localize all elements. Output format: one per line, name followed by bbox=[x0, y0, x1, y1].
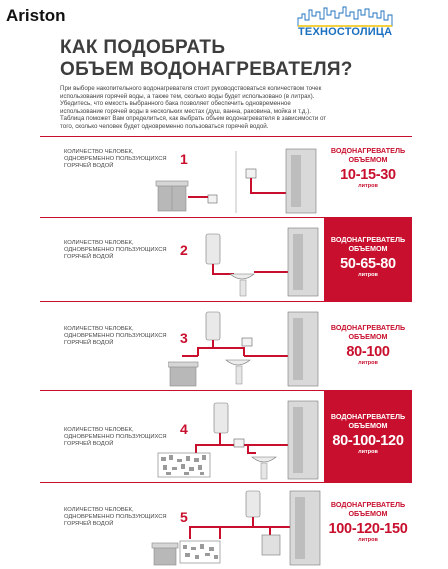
bathroom-scene-icon bbox=[156, 395, 330, 481]
row-1 bbox=[40, 136, 412, 216]
bathroom-scene-icon bbox=[150, 487, 330, 567]
volume-box bbox=[324, 302, 412, 390]
people-count: 2 bbox=[180, 242, 188, 258]
intro-text: При выборе накопительного водонагревателя стоит руководствоваться количеством точек использования горячей воды, а также тем, сколько воды будет использовано (в литрах). Убедитесь, что емкость выбранного бака позволяет обеспечить одновременное использование горячей воды в нескольких местах (душ, ванна, раковина, мойка и т.д.). Таблица поможет Вам определиться, как выбрать объем водонагревателя в зависимости от того, сколько человек будет одновременно пользоваться горячей водой. bbox=[60, 85, 327, 130]
people-count: 1 bbox=[180, 151, 188, 167]
row-label: КОЛИЧЕСТВО ЧЕЛОВЕК, ОДНОВРЕМЕННО ПОЛЬЗУЮЩИХСЯ ГОРЯЧЕЙ ВОДОЙ bbox=[64, 507, 167, 527]
volume-box bbox=[324, 218, 412, 302]
volume-value: 80-100 bbox=[346, 344, 390, 360]
row-3 bbox=[40, 301, 412, 389]
title-line-1: КАК ПОДОБРАТЬ bbox=[60, 37, 226, 58]
volume-unit: литров bbox=[358, 272, 378, 278]
brand-name: Ariston bbox=[6, 6, 66, 25]
title-line-2: ОБЪЕМ ВОДОНАГРЕВАТЕЛЯ? bbox=[60, 59, 353, 80]
row-label: КОЛИЧЕСТВО ЧЕЛОВЕК, ОДНОВРЕМЕННО ПОЛЬЗУЮЩИХСЯ ГОРЯЧЕЙ ВОДОЙ bbox=[64, 240, 167, 260]
volume-value: 100-120-150 bbox=[328, 521, 408, 537]
bathroom-scene-icon bbox=[168, 306, 330, 388]
row-label: КОЛИЧЕСТВО ЧЕЛОВЕК, ОДНОВРЕМЕННО ПОЛЬЗУЮЩИХСЯ ГОРЯЧЕЙ ВОДОЙ bbox=[64, 326, 167, 346]
row-5 bbox=[40, 482, 412, 568]
people-count: 3 bbox=[180, 330, 188, 346]
row-label: КОЛИЧЕСТВО ЧЕЛОВЕК, ОДНОВРЕМЕННО ПОЛЬЗУЮЩИХСЯ ГОРЯЧЕЙ ВОДОЙ bbox=[64, 149, 167, 169]
bathroom-scene-icon bbox=[190, 222, 330, 300]
volume-box bbox=[324, 391, 412, 483]
volume-label: ВОДОНАГРЕВАТЕЛЬ ОБЪЕМОМ bbox=[330, 323, 406, 341]
people-count: 4 bbox=[180, 421, 188, 437]
volume-label: ВОДОНАГРЕВАТЕЛЬ ОБЪЕМОМ bbox=[330, 235, 406, 253]
partner-name: ТЕХНОСТОЛИЦА bbox=[298, 26, 393, 38]
page-title bbox=[60, 37, 360, 81]
partner-logo bbox=[296, 4, 396, 40]
volume-unit: литров bbox=[358, 537, 378, 543]
volume-label: ВОДОНАГРЕВАТЕЛЬ ОБЪЕМОМ bbox=[330, 412, 406, 430]
people-count: 5 bbox=[180, 509, 188, 525]
volume-value: 50-65-80 bbox=[340, 256, 396, 272]
volume-box bbox=[324, 137, 412, 217]
volume-unit: литров bbox=[358, 449, 378, 455]
skyline-icon bbox=[296, 4, 396, 28]
bathroom-scene-icon bbox=[148, 141, 330, 215]
volume-label: ВОДОНАГРЕВАТЕЛЬ ОБЪЕМОМ bbox=[330, 500, 406, 518]
volume-label: ВОДОНАГРЕВАТЕЛЬ ОБЪЕМОМ bbox=[330, 146, 406, 164]
volume-value: 80-100-120 bbox=[332, 433, 404, 449]
volume-value: 10-15-30 bbox=[340, 167, 396, 183]
volume-unit: литров bbox=[358, 183, 378, 189]
row-4 bbox=[40, 390, 412, 482]
volume-box bbox=[324, 483, 412, 569]
row-label: КОЛИЧЕСТВО ЧЕЛОВЕК, ОДНОВРЕМЕННО ПОЛЬЗУЮЩИХСЯ ГОРЯЧЕЙ ВОДОЙ bbox=[64, 427, 167, 447]
row-2 bbox=[40, 217, 412, 301]
volume-unit: литров bbox=[358, 360, 378, 366]
